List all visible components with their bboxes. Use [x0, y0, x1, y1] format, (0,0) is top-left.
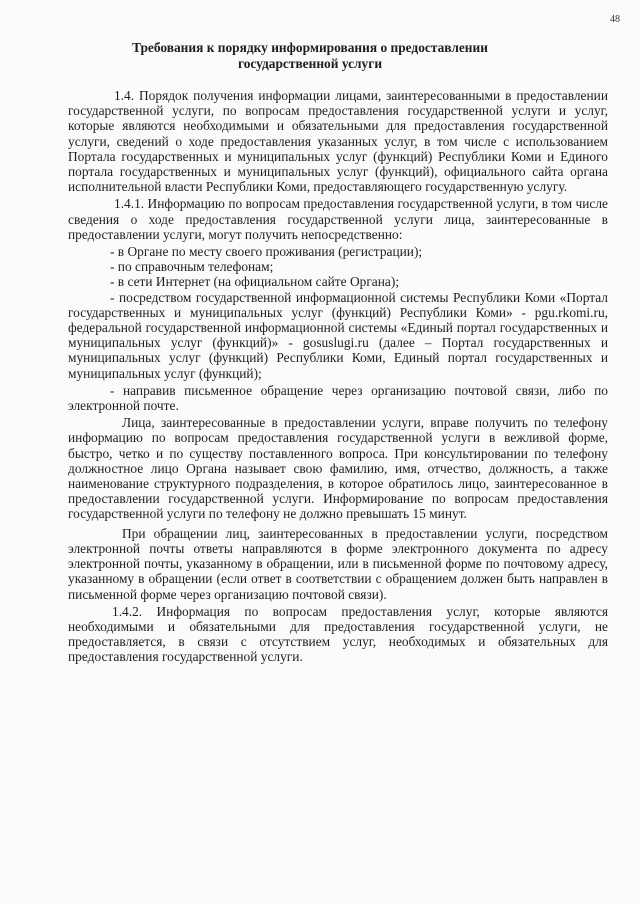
paragraph-email-info: При обращении лиц, заинтересованных в предоставлении услуги, посредством электронной почты ответы направляются в форме электронного документа по адресу электронной почты, указанному в обращении, или в письменной форме по почтовому адресу, указанному в обращении (если ответ в соответствии с обращением должен быть направлен в письменной форме через организацию почтовой связи). — [68, 525, 608, 602]
list-item: - направив письменное обращение через организацию почтовой связи, либо по электронной почте. — [68, 382, 608, 414]
section-title-line-1: Требования к порядку информирования о предоставлении — [132, 40, 488, 55]
list-item: - посредством государственной информационной системы Республики Коми «Портал государственных и муниципальных услуг (функций) Республики Коми» - pgu.rkomi.ru, федеральной государственной информационной системы «Единый портал государственных и муниципальных услуг (функций)» - gosuslugi.ru (далее – Портал государственных и муниципальных услуг (функций) Республики Коми, Единый портал государственных и муниципальных услуг (функций); — [68, 289, 608, 381]
paragraph-1-4: 1.4. Порядок получения информации лицами, заинтересованными в предоставлении государственной услуги, по вопросам предоставления государственной услуги и услуг, которые являются необходимыми и обязательными для предоставления государственной услуги, сведений о ходе предоставления указанных услуг, в том числе с использованием Портала государственных и муниципальных услуг (функций) Республики Коми и Единого портала государственных и муниципальных услуг (функций), официального сайта органа исполнительной власти Республики Коми, предоставляющего государственную услугу. — [68, 88, 608, 195]
paragraph-phone-info: Лица, заинтересованные в предоставлении услуги, вправе получить по телефону информацию по вопросам предоставления государственной услуги в вежливой форме, быстро, четко и по существу поставленного вопроса. При консультировании по телефону должностное лицо Органа называет свою фамилию, имя, отчество, должность, а также наименование структурного подразделения, в которое обратилось лицо, заинтересованное в предоставлении государственной услуги. Информирование по вопросам предоставления государственной услуги по телефону не должно превышать 15 минут. — [68, 415, 608, 522]
document-body — [68, 88, 608, 667]
page-number: 48 — [610, 14, 620, 25]
paragraph-1-4-2: 1.4.2. Информация по вопросам предоставления услуг, которые являются необходимыми и обязательными для предоставления государственной услуги, не предоставляется, в связи с отсутствием услуг, необходимых и обязательных для предоставления государственной услуги. — [68, 603, 608, 665]
section-title-line-2: государственной услуги — [237, 56, 383, 71]
list-item: - в сети Интернет (на официальном сайте Органа); — [110, 274, 400, 290]
list-item: - в Органе по месту своего проживания (регистрации); — [110, 244, 423, 260]
section-title — [60, 40, 560, 72]
paragraph-1-4-1: 1.4.1. Информацию по вопросам предоставления государственной услуги, в том числе сведения о ходе предоставления государственной услуги лица, заинтересованные в предоставлении услуги, могут получить непосредственно: — [68, 196, 608, 242]
list-item: - по справочным телефонам; — [110, 259, 274, 275]
